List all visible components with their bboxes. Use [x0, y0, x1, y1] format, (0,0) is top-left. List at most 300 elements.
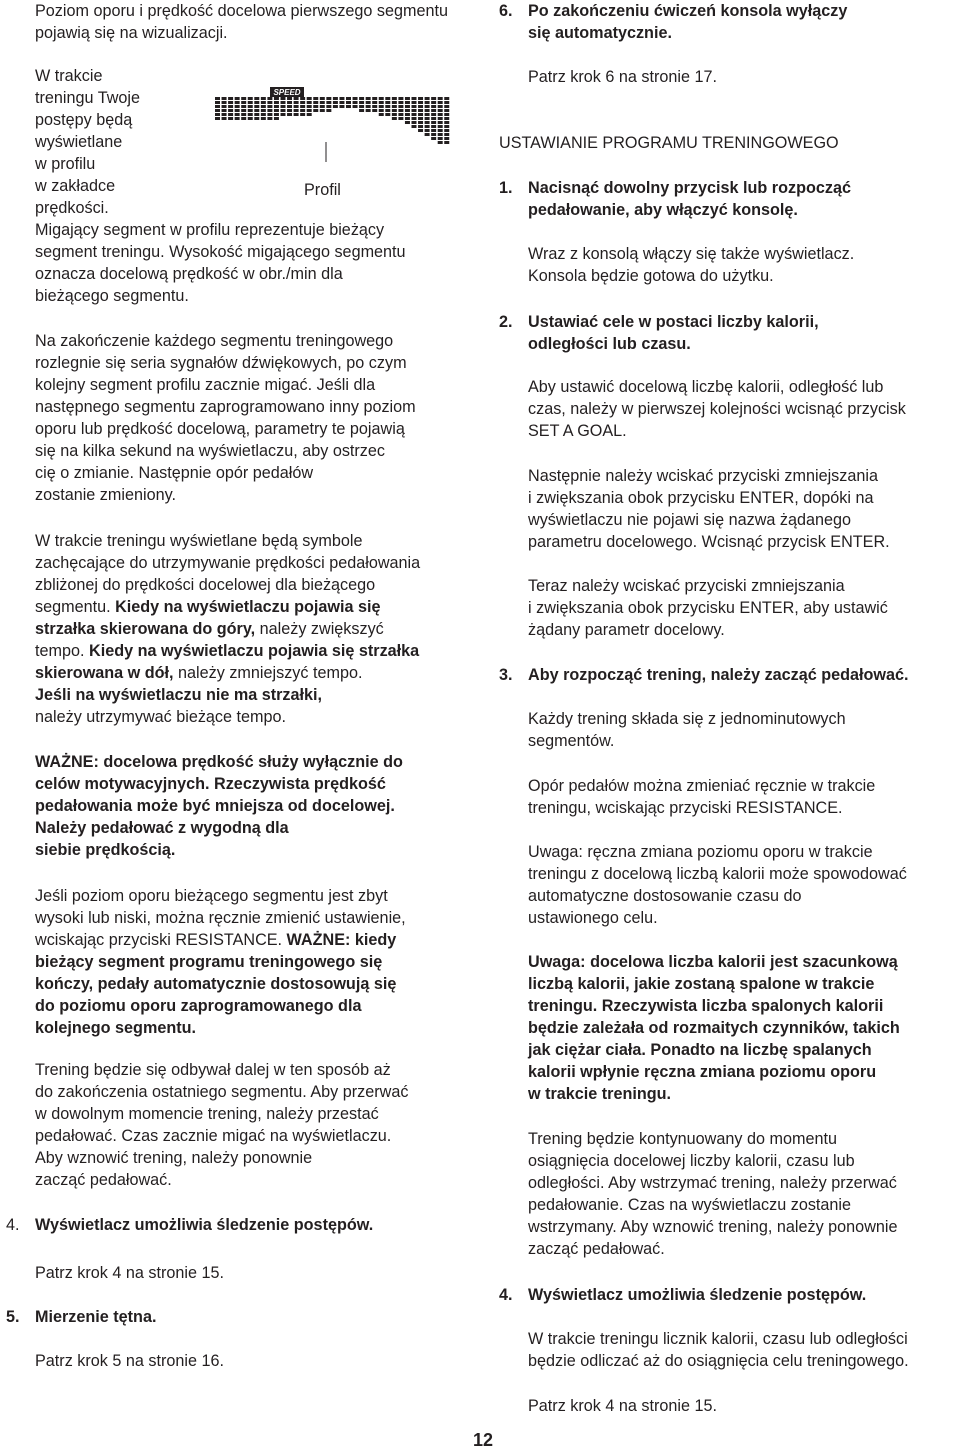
speed-segment-cell: [444, 113, 449, 116]
speed-segment-cell: [385, 97, 390, 100]
speed-segment-cell: [215, 109, 220, 112]
page-number: 12: [473, 1430, 494, 1449]
speed-segment-cell: [313, 101, 318, 104]
speed-segment-cell: [261, 109, 266, 112]
text-line: cię o zmianie. Następnie opór pedałów: [35, 464, 314, 482]
speed-segment-cell: [261, 101, 266, 104]
text-line: wysoki lub niski, można ręcznie zmienić ustawienie,: [35, 909, 406, 927]
speed-segment-cell: [228, 97, 233, 100]
speed-segment-cell: [222, 101, 227, 104]
speed-segment-cell: [241, 117, 246, 120]
text-line: celów motywacyjnych. Rzeczywista prędkość: [35, 775, 386, 793]
speed-segment-cell: [300, 97, 305, 100]
text-line: Należy pedałować z wygodną dla: [35, 819, 289, 837]
speed-segment-cell: [438, 141, 443, 144]
speed-segment-cell: [431, 125, 436, 128]
speed-segment-cell: [248, 117, 253, 120]
text-line: WAŻNE: docelowa prędkość służy wyłącznie do: [35, 753, 403, 771]
speed-segment-cell: [425, 113, 430, 116]
step-body: Aby ustawić docelową liczbę kalorii, odległość lub czas, należy w pierwszej kolejności wcisnąć przycisk SET A GOAL.: [528, 378, 906, 440]
text-line: W trakcie: [35, 67, 103, 85]
speed-segment-cell: [438, 109, 443, 112]
speed-segment-cell: [398, 113, 403, 116]
speed-segment-cell: [287, 109, 292, 112]
speed-segment-cell: [425, 129, 430, 132]
text-line: pedałowania może być mniejsza od docelowej.: [35, 797, 395, 815]
speed-segment-cell: [379, 105, 384, 108]
speed-segment-cell: [241, 113, 246, 116]
text-line: w zakładce: [35, 177, 116, 195]
speed-segment-cell: [248, 97, 253, 100]
speed-segment-cell: [431, 97, 436, 100]
speed-segment-cell: [235, 109, 240, 112]
speed-segment-cell: [431, 117, 436, 120]
step-title: Mierzenie tętna.: [35, 1308, 157, 1326]
text-line: kolejny segment profilu zacznie migać. Jeśli dla: [35, 376, 376, 394]
speed-segment-cell: [438, 113, 443, 116]
step-body: Następnie należy wciskać przyciski zmniejszania i zwiększania obok przycisku ENTER, dopóki na wyświetlaczu nie pojawi się nazwa żądanego parametru docelowego. Wcisnąć przycisk ENTER.: [528, 467, 890, 551]
step-title: Wyświetlacz umożliwia śledzenie postępów.: [528, 1286, 867, 1304]
speed-segment-cell: [438, 105, 443, 108]
speed-segment-cell: [326, 105, 331, 108]
speed-segment-cell: [398, 97, 403, 100]
speed-segment-cell: [326, 97, 331, 100]
speed-segment-cell: [281, 109, 286, 112]
speed-segment-cell: [438, 125, 443, 128]
speed-segment-cell: [281, 97, 286, 100]
speed-segment-cell: [267, 97, 272, 100]
speed-segment-cell: [274, 101, 279, 104]
speed-segment-cell: [235, 97, 240, 100]
speed-segment-cell: [431, 105, 436, 108]
speed-segment-cell: [241, 105, 246, 108]
text-line: skierowana w dół, należy zmniejszyć tempo.: [35, 664, 363, 682]
resistance-paragraph: [35, 885, 480, 1039]
speed-segment-cell: [412, 117, 417, 120]
speed-segment-cell: [412, 113, 417, 116]
speed-segment-cell: [418, 105, 423, 108]
speed-segment-cell: [287, 101, 292, 104]
speed-segment-cell: [398, 109, 403, 112]
speed-segment-cell: [379, 97, 384, 100]
speed-segment-cell: [254, 101, 259, 104]
speed-segment-cell: [235, 117, 240, 120]
speed-segment-cell: [431, 133, 436, 136]
speed-segment-cell: [444, 97, 449, 100]
text-line: siebie prędkością.: [35, 841, 176, 859]
text-line: zachęcające do utrzymywanie prędkości pedałowania: [35, 554, 421, 572]
speed-segment-cell: [418, 129, 423, 132]
speed-segment-cell: [405, 97, 410, 100]
speed-segment-cell: [261, 97, 266, 100]
speed-segment-cell: [228, 117, 233, 120]
speed-segment-cell: [339, 105, 344, 108]
speed-segment-cell: [254, 105, 259, 108]
speed-segment-cell: [241, 109, 246, 112]
text-line: strzałka skierowana do góry, należy zwiększyć: [35, 620, 384, 638]
step-body: Opór pedałów można zmieniać ręcznie w trakcie treningu, wciskając przyciski RESISTANCE.: [528, 777, 876, 817]
speed-segment-cell: [326, 109, 331, 112]
speed-segment-cell: [392, 117, 397, 120]
speed-segment-cell: [307, 105, 312, 108]
text-line: W trakcie treningu wyświetlane będą symbole: [35, 532, 363, 550]
text-line: wyświetlane: [35, 133, 123, 151]
text-line: oporu lub prędkość docelową, parametry te pojawią: [35, 420, 405, 438]
speed-segment-cell: [418, 97, 423, 100]
speed-segment-cell: [241, 101, 246, 104]
speed-segment-cell: [294, 105, 299, 108]
profile-caption: Profil: [304, 181, 341, 199]
speed-segment-cell: [405, 105, 410, 108]
speed-segment-cell: [412, 125, 417, 128]
speed-segment-cell: [287, 105, 292, 108]
speed-segment-cell: [254, 113, 259, 116]
speed-profile-figure: [213, 84, 450, 162]
speed-segment-cell: [418, 109, 423, 112]
speed-segment-cell: [379, 113, 384, 116]
speed-segment-cell: [248, 101, 253, 104]
segment-end-paragraph: [35, 330, 480, 506]
speed-segment-cell: [385, 101, 390, 104]
speed-segment-cell: [320, 109, 325, 112]
speed-segment-cell: [438, 137, 443, 140]
speed-segment-cell: [379, 109, 384, 112]
step-body: W trakcie treningu licznik kalorii, czasu lub odległości będzie odliczać aż do osiągnięcia celu treningowego.: [528, 1330, 909, 1370]
speed-segment-cell: [333, 105, 338, 108]
step-body: Trening będzie kontynuowany do momentu osiągnięcia docelowej liczby kalorii, czasu lub odległości. Aby wstrzymać trening, należy przerwać pedałowanie. Czas na wyświetlaczu zostanie wstrzymany. Aby wznowić trening, należy ponownie zacząć pedałować.: [528, 1130, 898, 1258]
speed-segment-cell: [274, 105, 279, 108]
speed-segment-cell: [392, 113, 397, 116]
speed-segment-cell: [313, 109, 318, 112]
speed-segment-cell: [412, 97, 417, 100]
step-title: Nacisnąć dowolny przycisk lub rozpocząć pedałowanie, aby włączyć konsolę.: [528, 179, 851, 219]
speed-segment-cell: [222, 97, 227, 100]
speed-segment-cell: [372, 101, 377, 104]
step-number: 6.: [499, 2, 513, 20]
speed-segment-cell: [267, 117, 272, 120]
speed-segment-cell: [418, 125, 423, 128]
text-line: do poziomu oporu zaprogramowanego dla: [35, 997, 362, 1015]
speed-segment-cell: [267, 113, 272, 116]
speed-segment-cell: [425, 133, 430, 136]
speed-segment-cell: [215, 97, 220, 100]
speed-segment-cell: [307, 109, 312, 112]
speed-segment-cell: [346, 105, 351, 108]
speed-segment-cell: [294, 101, 299, 104]
speed-segment-cell: [320, 97, 325, 100]
progress-paragraph: [35, 65, 210, 219]
speed-segment-cell: [425, 101, 430, 104]
speed-segment-cell: [392, 101, 397, 104]
speed-segment-cell: [320, 105, 325, 108]
speed-segment-cell: [444, 129, 449, 132]
speed-segment-cell: [300, 101, 305, 104]
speed-segment-cell: [228, 101, 233, 104]
speed-segment-cell: [267, 105, 272, 108]
speed-segment-cell: [444, 137, 449, 140]
speed-segment-cell: [313, 97, 318, 100]
speed-segment-cell: [274, 113, 279, 116]
speed-label: SPEED: [273, 88, 301, 97]
speed-segment-cell: [294, 113, 299, 116]
speed-segment-cell: [405, 117, 410, 120]
speed-segment-cell: [385, 105, 390, 108]
speed-segment-cell: [372, 105, 377, 108]
speed-segment-cell: [274, 109, 279, 112]
speed-segment-cell: [281, 113, 286, 116]
speed-segment-cell: [300, 109, 305, 112]
step-body: Uwaga: ręczna zmiana poziomu oporu w trakcie treningu z docelową liczbą kalorii może spowodować automatyczne dostosowanie czasu do ustawionego celu.: [528, 843, 907, 927]
speed-segment-cell: [372, 109, 377, 112]
speed-segment-cell: [444, 117, 449, 120]
step-reference: Patrz krok 6 na stronie 17.: [528, 68, 717, 86]
speed-segment-cell: [366, 105, 371, 108]
speed-segment-cell: [274, 97, 279, 100]
speed-segment-cell: [438, 101, 443, 104]
speed-segment-cell: [307, 113, 312, 116]
speed-segment-cell: [405, 113, 410, 116]
speed-segment-cell: [385, 109, 390, 112]
speed-segment-cell: [359, 101, 364, 104]
speed-segment-cell: [438, 117, 443, 120]
text-line: kończy, pedały automatycznie dostosowują się: [35, 975, 397, 993]
speed-segment-cell: [431, 113, 436, 116]
step-reference: Patrz krok 5 na stronie 16.: [35, 1352, 224, 1370]
speed-segment-cell: [267, 101, 272, 104]
speed-segment-cell: [418, 121, 423, 124]
speed-segment-cell: [385, 113, 390, 116]
speed-segment-cell: [372, 97, 377, 100]
speed-segment-cell: [254, 117, 259, 120]
calorie-note: Uwaga: docelowa liczba kalorii jest szacunkową liczbą kalorii, jakie zostaną spalone w trakcie treningu. Rzeczywista liczba spalonych kalorii będzie zależała od rozmaitych czynników, takich jak ciężar ciała. Ponadto na liczbę spalanych kalorii wpłynie ręczna zmiana poziomu oporu w trakcie treningu.: [528, 953, 900, 1103]
speed-segment-cell: [333, 101, 338, 104]
text-line: Na zakończenie każdego segmentu treningowego: [35, 332, 394, 350]
text-line: prędkości.: [35, 199, 109, 217]
speed-segment-cell: [254, 109, 259, 112]
speed-segment-cell: [392, 105, 397, 108]
text-line: rozlegnie się seria sygnałów dźwiękowych, po czym: [35, 354, 407, 372]
speed-segment-cell: [235, 113, 240, 116]
speed-segment-cell: [366, 109, 371, 112]
blinking-segment-paragraph: [35, 219, 480, 307]
text-line: Migający segment w profilu reprezentuje bieżący: [35, 221, 385, 239]
speed-segment-cell: [412, 109, 417, 112]
text-line: w profilu: [35, 155, 96, 173]
speed-segment-cell: [438, 133, 443, 136]
step-number: 3.: [499, 666, 513, 684]
step-number: 5.: [6, 1308, 20, 1326]
speed-segment-cell: [425, 125, 430, 128]
step-body: Wraz z konsolą włączy się także wyświetlacz. Konsola będzie gotowa do użytku.: [528, 245, 855, 285]
text-line: segment treningu. Wysokość migającego segmentu: [35, 243, 406, 261]
speed-segment-cell: [300, 105, 305, 108]
speed-segment-cell: [444, 133, 449, 136]
speed-segment-cell: [346, 97, 351, 100]
speed-segment-cell: [281, 101, 286, 104]
speed-segment-cell: [313, 105, 318, 108]
section-heading: USTAWIANIE PROGRAMU TRENINGOWEGO: [499, 134, 839, 152]
speed-segment-cell: [339, 97, 344, 100]
speed-segment-cell: [431, 101, 436, 104]
speed-segment-cell: [425, 105, 430, 108]
speed-segment-cell: [222, 105, 227, 108]
speed-segment-cell: [248, 105, 253, 108]
speed-segment-cell: [261, 113, 266, 116]
speed-segment-cell: [287, 97, 292, 100]
text-line: Trening będzie się odbywał dalej w ten sposób aż: [35, 1061, 391, 1079]
intro-paragraph: Poziom oporu i prędkość docelowa pierwszego segmentu pojawią się na wizualizacji.: [35, 2, 449, 42]
text-line: pedałować. Czas zacznie migać na wyświetlaczu.: [35, 1127, 392, 1145]
speed-segment-cell: [444, 109, 449, 112]
speed-segment-cell: [235, 101, 240, 104]
speed-segment-cell: [438, 121, 443, 124]
text-line: segmentu. Kiedy na wyświetlaczu pojawia się: [35, 598, 381, 616]
speed-segment-cell: [353, 97, 358, 100]
text-line: treningu Twoje: [35, 89, 140, 107]
speed-segment-cell: [392, 97, 397, 100]
step-number: 2.: [499, 313, 513, 331]
speed-segment-cell: [215, 113, 220, 116]
speed-segment-cell: [444, 121, 449, 124]
continue-paragraph: [35, 1059, 480, 1191]
step-body: Każdy trening składa się z jednominutowych segmentów.: [528, 710, 846, 750]
step-title: Wyświetlacz umożliwia śledzenie postępów.: [35, 1216, 374, 1234]
speed-segment-cell: [307, 97, 312, 100]
speed-segment-cell: [248, 109, 253, 112]
text-line: tempo. Kiedy na wyświetlaczu pojawia się strzałka: [35, 642, 420, 660]
speed-segment-cell: [379, 101, 384, 104]
speed-segment-cell: [392, 109, 397, 112]
speed-segment-cell: [418, 113, 423, 116]
speed-segment-cell: [248, 113, 253, 116]
speed-segment-cell: [405, 101, 410, 104]
text-line: w dowolnym momencie trening, należy przestać: [35, 1105, 379, 1123]
speed-profile-display: [213, 84, 450, 162]
speed-segment-cell: [281, 105, 286, 108]
speed-segment-cell: [241, 97, 246, 100]
speed-segment-cell: [228, 105, 233, 108]
speed-segment-cell: [215, 101, 220, 104]
speed-segment-cell: [228, 113, 233, 116]
speed-segment-cell: [254, 97, 259, 100]
speed-segment-cell: [431, 137, 436, 140]
speed-segment-cell: [425, 121, 430, 124]
speed-segment-cell: [444, 125, 449, 128]
speed-segment-cell: [235, 105, 240, 108]
text-line: bieżący segment programu treningowego się: [35, 953, 383, 971]
speed-segment-cell: [438, 129, 443, 132]
text-line: kolejnego segmentu.: [35, 1019, 197, 1037]
text-line: zbliżonej do prędkości docelowej dla bieżącego: [35, 576, 376, 594]
text-line: należy utrzymywać bieżące tempo.: [35, 708, 287, 726]
text-line: się na kilka sekund na wyświetlaczu, aby ostrzec: [35, 442, 385, 460]
step-reference: Patrz krok 4 na stronie 15.: [528, 1397, 717, 1415]
speed-segment-cell: [267, 109, 272, 112]
speed-segment-cell: [333, 97, 338, 100]
speed-segment-cell: [431, 109, 436, 112]
text-line: postępy będą: [35, 111, 133, 129]
speed-segment-cell: [287, 113, 292, 116]
speed-segment-cell: [326, 101, 331, 104]
speed-segment-cell: [398, 101, 403, 104]
speed-segment-cell: [438, 97, 443, 100]
speed-segment-cell: [215, 117, 220, 120]
step-body: Teraz należy wciskać przyciski zmniejszania i zwiększania obok przycisku ENTER, aby ustawić żądany parametr docelowy.: [528, 577, 888, 639]
speed-segment-cell: [261, 105, 266, 108]
speed-segment-cell: [366, 97, 371, 100]
speed-segment-cell: [294, 109, 299, 112]
speed-segment-cell: [418, 117, 423, 120]
text-line: Aby wznowić trening, należy ponownie: [35, 1149, 313, 1167]
text-line: Jeśli poziom oporu bieżącego segmentu jest zbyt: [35, 887, 388, 905]
speed-segment-cell: [228, 109, 233, 112]
step-title: Aby rozpocząć trening, należy zacząć pedałować.: [528, 666, 909, 684]
speed-segment-cell: [418, 101, 423, 104]
speed-segment-cell: [412, 121, 417, 124]
speed-segment-cell: [346, 101, 351, 104]
speed-segment-cell: [300, 113, 305, 116]
text-line: następnego segmentu zaprogramowano inny poziom: [35, 398, 416, 416]
speed-segment-cell: [274, 117, 279, 120]
speed-segment-cell: [444, 101, 449, 104]
symbols-paragraph: [35, 530, 480, 728]
text-line: oznacza docelową prędkość w obr./min dla: [35, 265, 343, 283]
text-line: zostanie zmieniony.: [35, 486, 176, 504]
speed-segment-cell: [222, 113, 227, 116]
speed-segment-cell: [307, 101, 312, 104]
text-line: Jeśli na wyświetlaczu nie ma strzałki,: [35, 686, 323, 704]
important-note: [35, 751, 480, 861]
speed-segment-cell: [222, 109, 227, 112]
speed-segment-cell: [398, 105, 403, 108]
speed-segment-cell: [405, 121, 410, 124]
step-number: 4.: [6, 1216, 20, 1234]
speed-segment-cell: [359, 97, 364, 100]
step-reference: Patrz krok 4 na stronie 15.: [35, 1264, 224, 1282]
text-line: bieżącego segmentu.: [35, 287, 189, 305]
speed-segment-cell: [431, 129, 436, 132]
step-title: Ustawiać cele w postaci liczby kalorii, odległości lub czasu.: [528, 313, 819, 353]
speed-segment-cell: [444, 141, 449, 144]
speed-segment-cell: [405, 109, 410, 112]
speed-segment-cell: [425, 97, 430, 100]
speed-segment-cell: [353, 101, 358, 104]
speed-segment-cell: [366, 101, 371, 104]
speed-segment-cell: [444, 105, 449, 108]
text-line: do zakończenia ostatniego segmentu. Aby przerwać: [35, 1083, 409, 1101]
text-line: zacząć pedałować.: [35, 1171, 172, 1189]
speed-segment-cell: [398, 117, 403, 120]
speed-segment-cell: [261, 117, 266, 120]
text-line: wciskając przyciski RESISTANCE. WAŻNE: kiedy: [35, 931, 397, 949]
speed-segment-cell: [320, 101, 325, 104]
speed-segment-cell: [339, 101, 344, 104]
speed-segment-cell: [353, 105, 358, 108]
step-number: 4.: [499, 1286, 513, 1304]
speed-segment-cell: [425, 109, 430, 112]
speed-segment-cell: [359, 109, 364, 112]
speed-segment-cell: [412, 101, 417, 104]
step-title: Po zakończeniu ćwiczeń konsola wyłączy się automatycznie.: [528, 2, 848, 42]
speed-segment-cell: [294, 97, 299, 100]
speed-segment-cell: [359, 105, 364, 108]
speed-segment-cell: [222, 117, 227, 120]
speed-segment-cell: [425, 117, 430, 120]
speed-segment-cell: [215, 105, 220, 108]
speed-segment-cell: [431, 121, 436, 124]
step-number: 1.: [499, 179, 513, 197]
speed-segment-cell: [412, 105, 417, 108]
